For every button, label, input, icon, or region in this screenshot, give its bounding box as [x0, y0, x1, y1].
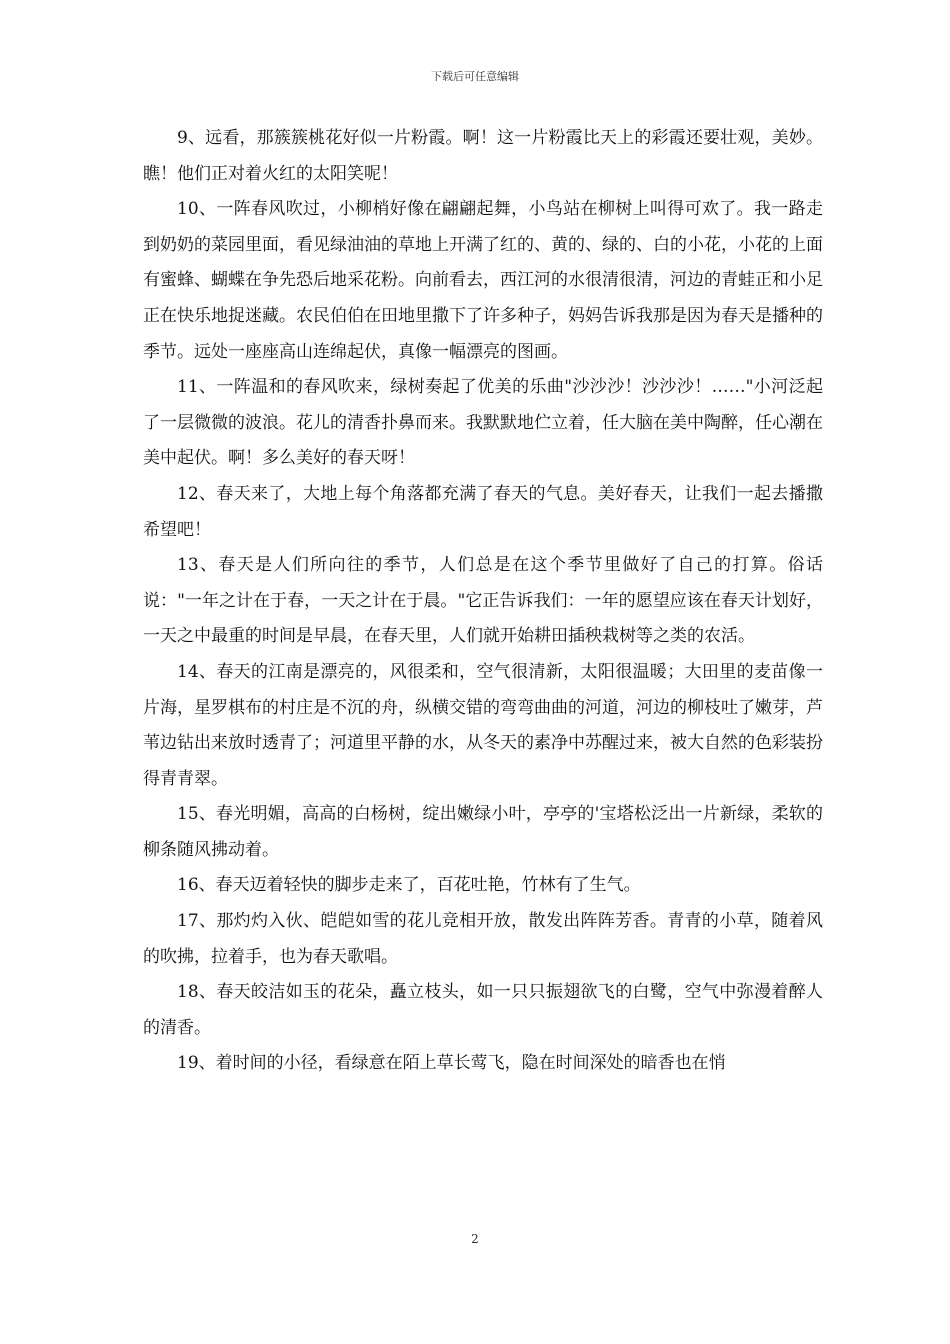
paragraph-18: 18、春天皎洁如玉的花朵，矗立枝头，如一只只振翅欲飞的白鹭，空气中弥漫着醉人的清香。	[143, 982, 823, 1038]
paragraph-19: 19、着时间的小径，看绿意在陌上草长莺飞，隐在时间深处的暗香也在悄	[177, 1053, 726, 1074]
paragraph-11: 11、一阵温和的春风吹来，绿树奏起了优美的乐曲"沙沙沙！沙沙沙！……"小河泛起了一层微微的波浪。花儿的清香扑鼻而来。我默默地伫立着，任大脑在美中陶醉，任心潮在美中起伏。啊！多么美好的春天呀！	[143, 377, 823, 469]
paragraph-13: 13、春天是人们所向往的季节，人们总是在这个季节里做好了自己的打算。俗话说："一年之计在于春，一天之计在于晨。"它正告诉我们：一年的愿望应该在春天计划好，一天之中最重的时间是早晨，在春天里，人们就开始耕田插秧栽树等之类的农活。	[143, 555, 823, 647]
paragraph-12: 12、春天来了，大地上每个角落都充满了春天的气息。美好春天，让我们一起去播撒希望吧！	[143, 483, 823, 540]
paragraph-10: 10、一阵春风吹过，小柳梢好像在翩翩起舞，小鸟站在柳树上叫得可欢了。我一路走到奶奶的菜园里面，看见绿油油的草地上开满了红的、黄的、绿的、白的小花，小花的上面有蜜蜂、蝴蝶在争先恐后地采花粉。向前看去，西江河的水很清很清，河边的青蛙正和小足正在快乐地捉迷藏。农民伯伯在田地里撒下了许多种子，妈妈告诉我那是因为春天是播种的季节。远处一座座高山连绵起伏，真像一幅漂亮的图画。	[143, 199, 823, 362]
paragraph-16: 16、春天迈着轻快的脚步走来了，百花吐艳，竹林有了生气。	[177, 875, 641, 896]
paragraph-15: 15、春光明媚，高高的白杨树，绽出嫩绿小叶，亭亭的'宝塔松泛出一片新绿，柔软的柳条随风拂动着。	[143, 804, 823, 860]
document-body	[143, 121, 823, 1082]
page-number: 2	[471, 1232, 479, 1246]
paragraph-14: 14、春天的江南是漂亮的，风很柔和，空气很清新，太阳很温暖；大田里的麦苗像一片海，星罗棋布的村庄是不沉的舟，纵横交错的弯弯曲曲的河道，河边的柳枝吐了嫩芽，芦苇边钻出来放时透青了；河道里平静的水，从冬天的素净中苏醒过来，被大自然的色彩装扮得青青翠。	[143, 661, 823, 789]
paragraph-17: 17、那灼灼入伙、皑皑如雪的花儿竞相开放，散发出阵阵芳香。青青的小草，随着风的吹拂，拉着手，也为春天歌唱。	[143, 911, 823, 967]
paragraph-9: 9、远看，那簇簇桃花好似一片粉霞。啊！这一片粉霞比天上的彩霞还要壮观，美妙。瞧！他们正对着火红的太阳笑呢！	[143, 128, 823, 184]
page-header: 下载后可任意编辑	[431, 70, 519, 83]
